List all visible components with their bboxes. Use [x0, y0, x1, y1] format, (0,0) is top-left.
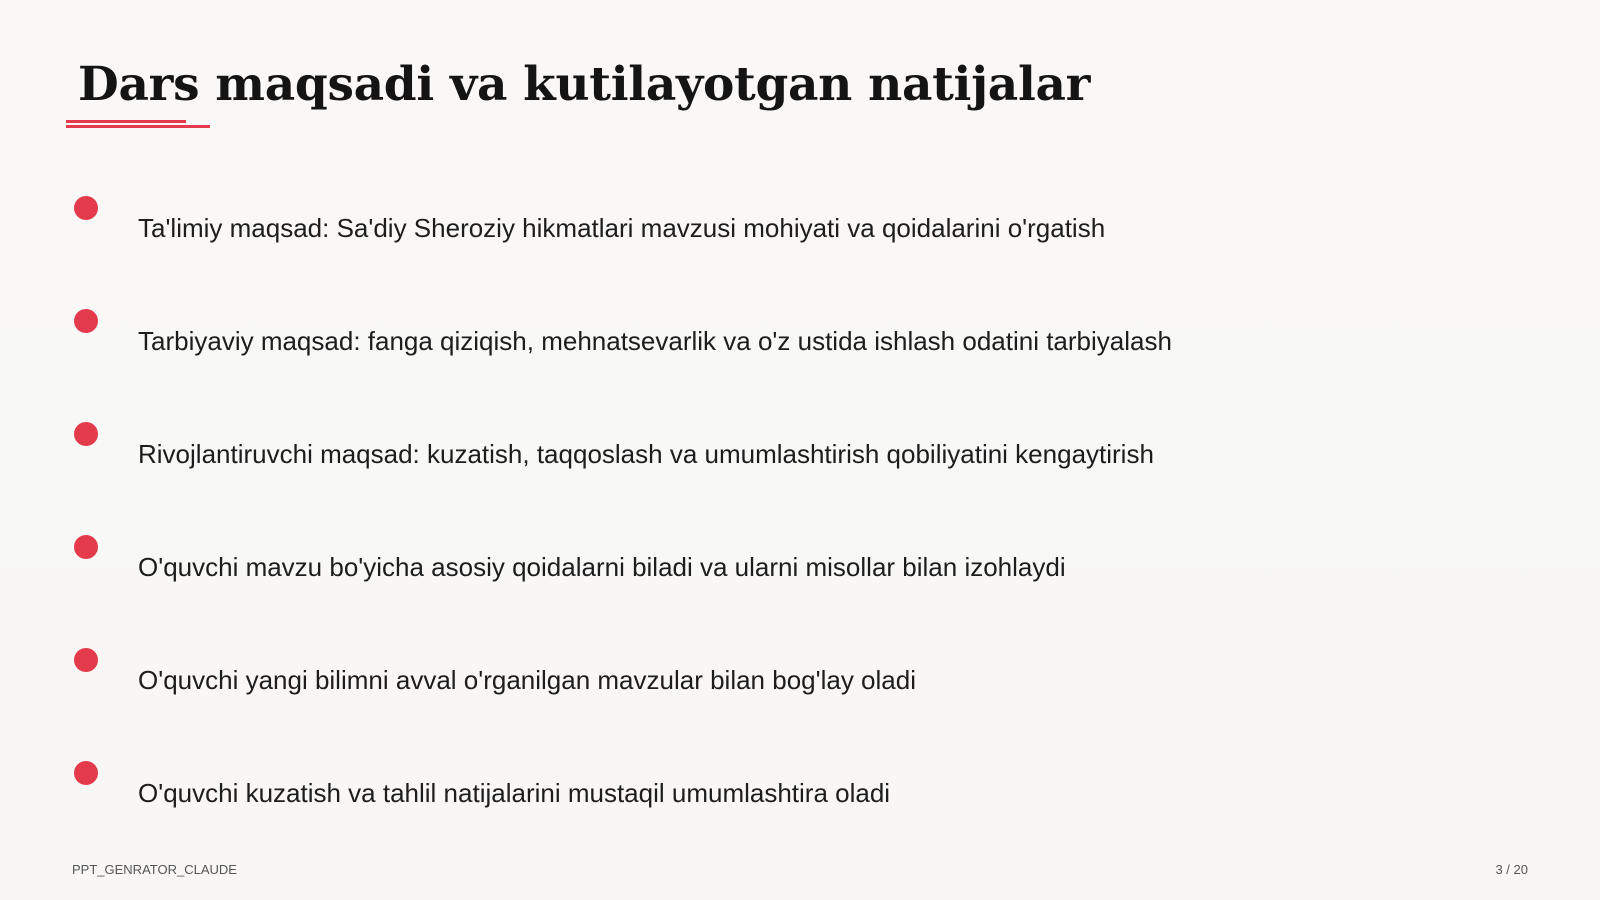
bullet-text: O'quvchi kuzatish va tahlil natijalarini mustaqil umumlashtira oladi: [138, 778, 891, 808]
bullet-text: Rivojlantiruvchi maqsad: kuzatish, taqqoslash va umumlashtirish qobiliyatini kengaytirish: [138, 439, 1154, 469]
slide-title: Dars maqsadi va kutilayotgan natijalar: [78, 57, 1091, 112]
bullet-item: [0, 196, 1600, 276]
bullet-dot-icon: [74, 422, 98, 446]
page-number: 3 / 20: [1495, 862, 1528, 877]
bullet-dot-icon: [74, 309, 98, 333]
bullet-text: O'quvchi mavzu bo'yicha asosiy qoidalarni biladi va ularni misollar bilan izohlaydi: [138, 552, 1066, 582]
bullet-dot-icon: [74, 535, 98, 559]
bullet-item: [0, 309, 1600, 389]
bullet-text: Tarbiyaviy maqsad: fanga qiziqish, mehnatsevarlik va o'z ustida ishlash odatini tarbiyalash: [138, 326, 1172, 356]
footer-brand: PPT_GENRATOR_CLAUDE: [72, 862, 237, 877]
bullet-item: [0, 535, 1600, 615]
bullet-dot-icon: [74, 196, 98, 220]
bullet-text: Ta'limiy maqsad: Sa'diy Sheroziy hikmatlari mavzusi mohiyati va qoidalarini o'rgatish: [138, 213, 1106, 243]
bullet-item: [0, 761, 1600, 841]
bullet-dot-icon: [74, 761, 98, 785]
bullet-item: [0, 648, 1600, 728]
bullet-text: O'quvchi yangi bilimni avval o'rganilgan mavzular bilan bog'lay oladi: [138, 665, 916, 695]
bullet-item: [0, 422, 1600, 502]
bullet-dot-icon: [74, 648, 98, 672]
